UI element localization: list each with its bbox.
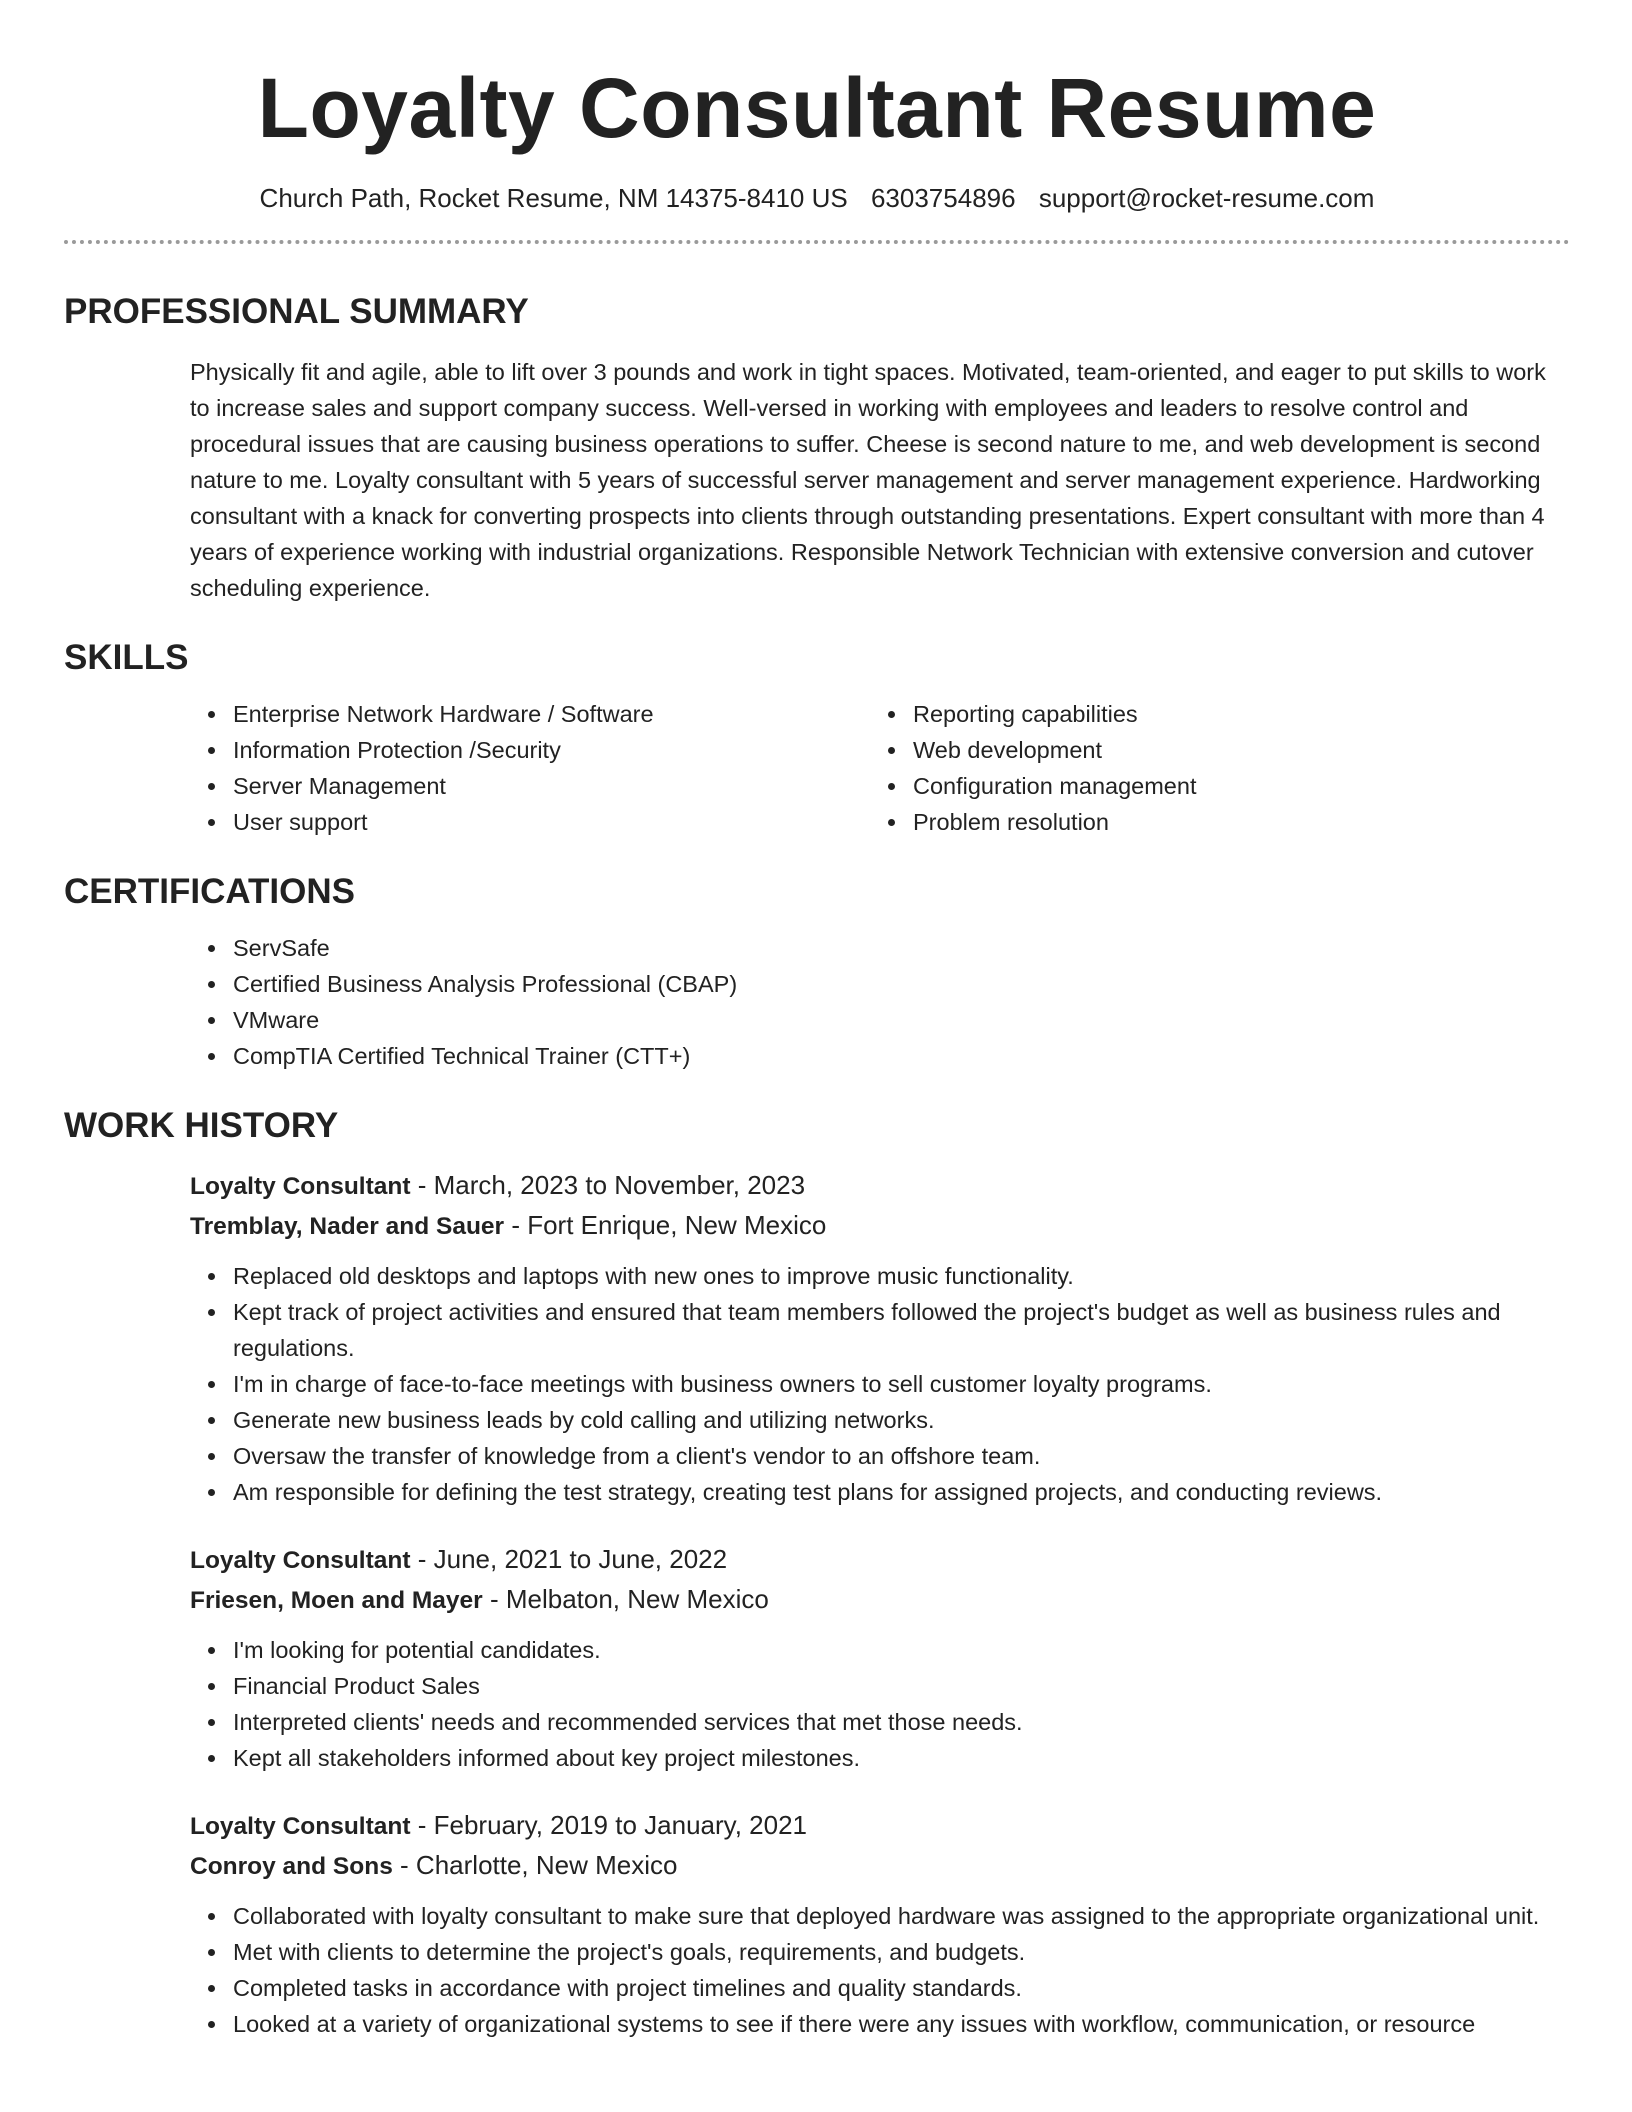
- job-company-line: [190, 1580, 1570, 1620]
- job-location: - Fort Enrique, New Mexico: [504, 1210, 827, 1240]
- certifications-section: [64, 870, 1570, 1074]
- job-entry: [190, 1806, 1570, 2042]
- work-history-heading: WORK HISTORY: [64, 1106, 339, 1145]
- summary-text: Physically fit and agile, able to lift over 3 pounds and work in tight spaces. Motivated, team-oriented, and eager to put skills to work to increase sales and support company success. Well-versed in working with employees and leaders to resolve control and procedural issues that are causing business operations to suffer. Cheese is second nature to me, and web development is second nature to me. Loyalty consultant with 5 years of successful server management and server management experience. Hardworking consultant with a knack for converting prospects into clients through outstanding presentations. Expert consultant with more than 4 years of experience working with industrial organizations. Responsible Network Technician with extensive conversion and cutover scheduling experience.: [190, 359, 1546, 601]
- certification-item: ServSafe: [233, 930, 1570, 966]
- skill-item: Information Protection /Security: [233, 732, 870, 768]
- job-bullet: Generate new business leads by cold calling and utilizing networks.: [233, 1402, 1570, 1438]
- skill-item: Enterprise Network Hardware / Software: [233, 696, 870, 732]
- skills-section: [64, 636, 1570, 840]
- job-location: - Charlotte, New Mexico: [392, 1850, 678, 1880]
- certifications-list: [190, 930, 1570, 1074]
- skill-item: Server Management: [233, 768, 870, 804]
- skills-grid: [190, 696, 1570, 840]
- job-entry: [190, 1166, 1570, 1510]
- job-title-line: [190, 1166, 1570, 1206]
- resume-page: [64, 0, 1570, 2072]
- contact-line: [64, 182, 1570, 214]
- work-history-list: [190, 1166, 1570, 2042]
- job-company-line: [190, 1206, 1570, 1246]
- skills-column-left: [190, 696, 870, 840]
- job-title: Loyalty Consultant: [190, 1547, 411, 1574]
- header-divider: [64, 240, 1570, 244]
- job-company: Friesen, Moen and Mayer: [190, 1587, 483, 1614]
- job-bullet: I'm looking for potential candidates.: [233, 1632, 1570, 1668]
- job-title-line: [190, 1540, 1570, 1580]
- job-bullet: Oversaw the transfer of knowledge from a client's vendor to an offshore team.: [233, 1438, 1570, 1474]
- work-history-section: [64, 1104, 1570, 2042]
- skill-item: Reporting capabilities: [913, 696, 1550, 732]
- resume-title: Loyalty Consultant Resume: [257, 61, 1377, 155]
- contact-email: support@rocket-resume.com: [1038, 183, 1375, 213]
- job-bullet: Kept track of project activities and ensured that team members followed the project's budget as well as business rules and regulations.: [233, 1294, 1570, 1366]
- summary-heading: PROFESSIONAL SUMMARY: [64, 292, 529, 331]
- job-bullet: Completed tasks in accordance with project timelines and quality standards.: [233, 1970, 1570, 2006]
- job-entry: [190, 1540, 1570, 1776]
- certification-item: Certified Business Analysis Professional (CBAP): [233, 966, 1570, 1002]
- job-dates: - June, 2021 to June, 2022: [410, 1544, 728, 1574]
- job-bullet: Replaced old desktops and laptops with new ones to improve music functionality.: [233, 1258, 1570, 1294]
- job-bullet: Met with clients to determine the project's goals, requirements, and budgets.: [233, 1934, 1570, 1970]
- job-company: Conroy and Sons: [190, 1853, 393, 1880]
- job-bullet: Interpreted clients' needs and recommended services that met those needs.: [233, 1704, 1570, 1740]
- skill-item: Problem resolution: [913, 804, 1550, 840]
- job-company-line: [190, 1846, 1570, 1886]
- job-bullet: Am responsible for defining the test strategy, creating test plans for assigned projects, and conducting reviews.: [233, 1474, 1570, 1510]
- contact-address: Church Path, Rocket Resume, NM 14375-8410 US: [259, 183, 848, 213]
- job-bullet: I'm in charge of face-to-face meetings with business owners to sell customer loyalty programs.: [233, 1366, 1570, 1402]
- job-bullet: Kept all stakeholders informed about key project milestones.: [233, 1740, 1570, 1776]
- certification-item: CompTIA Certified Technical Trainer (CTT+): [233, 1038, 1570, 1074]
- skill-item: Configuration management: [913, 768, 1550, 804]
- job-title: Loyalty Consultant: [190, 1173, 411, 1200]
- job-dates: - March, 2023 to November, 2023: [410, 1170, 806, 1200]
- job-title: Loyalty Consultant: [190, 1813, 411, 1840]
- skill-item: User support: [233, 804, 870, 840]
- job-dates: - February, 2019 to January, 2021: [410, 1810, 808, 1840]
- contact-phone: 6303754896: [870, 183, 1016, 213]
- job-location: - Melbaton, New Mexico: [482, 1584, 769, 1614]
- skill-item: Web development: [913, 732, 1550, 768]
- certification-item: VMware: [233, 1002, 1570, 1038]
- skills-heading: SKILLS: [64, 638, 189, 677]
- job-title-line: [190, 1806, 1570, 1846]
- job-company: Tremblay, Nader and Sauer: [190, 1213, 505, 1240]
- certifications-heading: CERTIFICATIONS: [64, 872, 356, 911]
- skills-column-right: [870, 696, 1550, 840]
- job-bullet: Collaborated with loyalty consultant to make sure that deployed hardware was assigned to the appropriate organizational unit.: [233, 1898, 1570, 1934]
- job-bullet: Looked at a variety of organizational systems to see if there were any issues with workflow, communication, or resource: [233, 2006, 1570, 2042]
- job-bullet: Financial Product Sales: [233, 1668, 1570, 1704]
